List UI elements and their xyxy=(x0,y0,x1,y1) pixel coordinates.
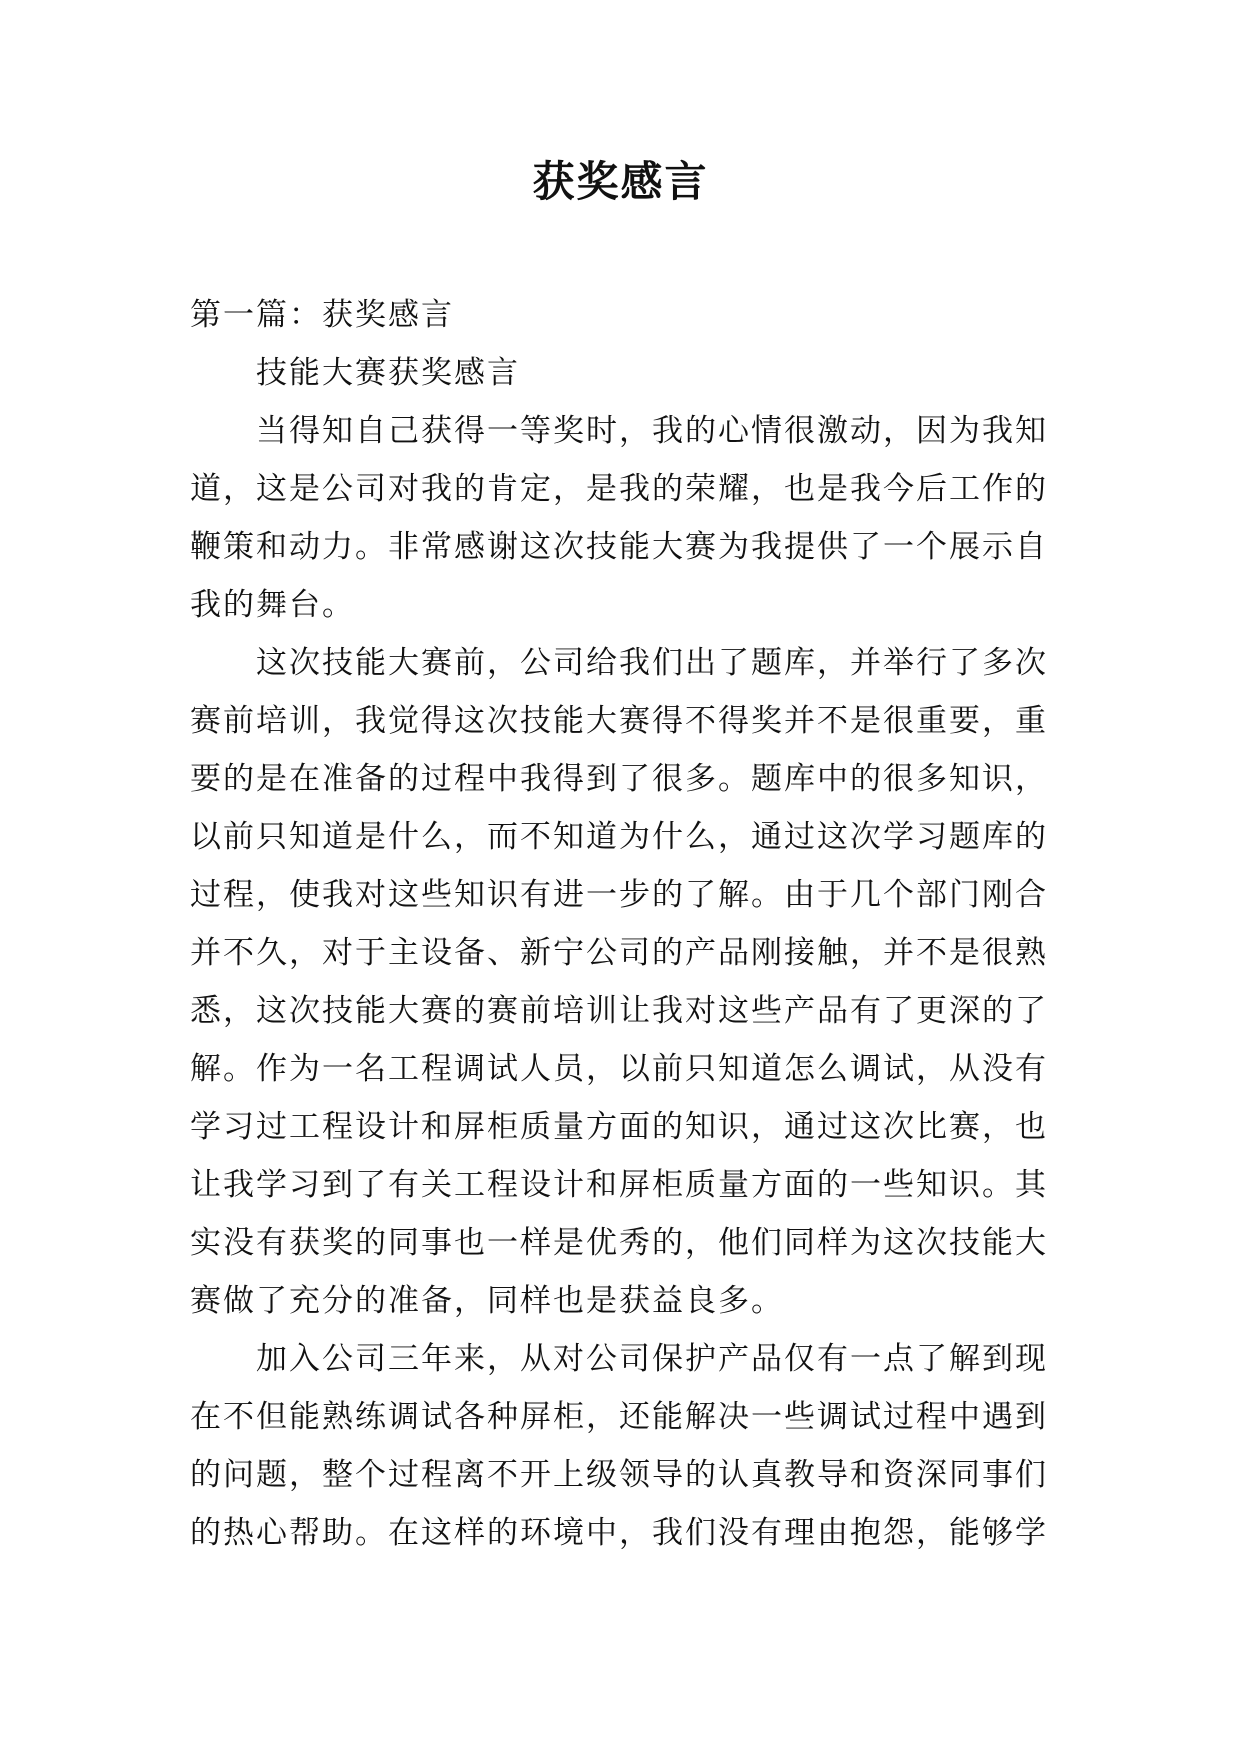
body-text-line: 过程，使我对这些知识有进一步的了解。由于几个部门刚合 xyxy=(190,877,1048,913)
body-text-line: 让我学习到了有关工程设计和屏柜质量方面的一些知识。其 xyxy=(190,1167,1048,1203)
body-text-line: 这次技能大赛前，公司给我们出了题库，并举行了多次 xyxy=(256,645,1048,681)
body-text-line: 学习过工程设计和屏柜质量方面的知识，通过这次比赛，也 xyxy=(190,1109,1048,1145)
body-text-line: 在不但能熟练调试各种屏柜，还能解决一些调试过程中遇到 xyxy=(190,1399,1048,1435)
body-text-line: 解。作为一名工程调试人员，以前只知道怎么调试，从没有 xyxy=(190,1051,1048,1087)
body-text-line: 技能大赛获奖感言 xyxy=(256,355,520,391)
document-title: 获奖感言 xyxy=(532,157,709,206)
body-text-line: 加入公司三年来，从对公司保护产品仅有一点了解到现 xyxy=(256,1341,1048,1377)
body-text-line: 第一篇：获奖感言 xyxy=(190,297,454,333)
body-text-line: 并不久，对于主设备、新宁公司的产品刚接触，并不是很熟 xyxy=(190,935,1048,971)
body-text-line: 赛做了充分的准备，同样也是获益良多。 xyxy=(190,1283,784,1319)
body-text-line: 以前只知道是什么，而不知道为什么，通过这次学习题库的 xyxy=(190,819,1048,855)
body-text-line: 悉，这次技能大赛的赛前培训让我对这些产品有了更深的了 xyxy=(190,993,1048,1029)
body-text-line: 赛前培训，我觉得这次技能大赛得不得奖并不是很重要，重 xyxy=(190,703,1048,739)
body-text-line: 要的是在准备的过程中我得到了很多。题库中的很多知识， xyxy=(190,761,1048,797)
document-body xyxy=(190,286,1052,1562)
body-text-line: 的问题，整个过程离不开上级领导的认真教导和资深同事们 xyxy=(190,1457,1048,1493)
body-text-line: 的热心帮助。在这样的环境中，我们没有理由抱怨，能够学 xyxy=(190,1515,1048,1551)
body-text-line: 我的舞台。 xyxy=(190,587,355,623)
body-text-line: 当得知自己获得一等奖时，我的心情很激动，因为我知 xyxy=(256,413,1048,449)
body-text-line: 鞭策和动力。非常感谢这次技能大赛为我提供了一个展示自 xyxy=(190,529,1048,565)
body-text-line: 道，这是公司对我的肯定，是我的荣耀，也是我今后工作的 xyxy=(190,471,1048,507)
body-text-line: 实没有获奖的同事也一样是优秀的，他们同样为这次技能大 xyxy=(190,1225,1048,1261)
